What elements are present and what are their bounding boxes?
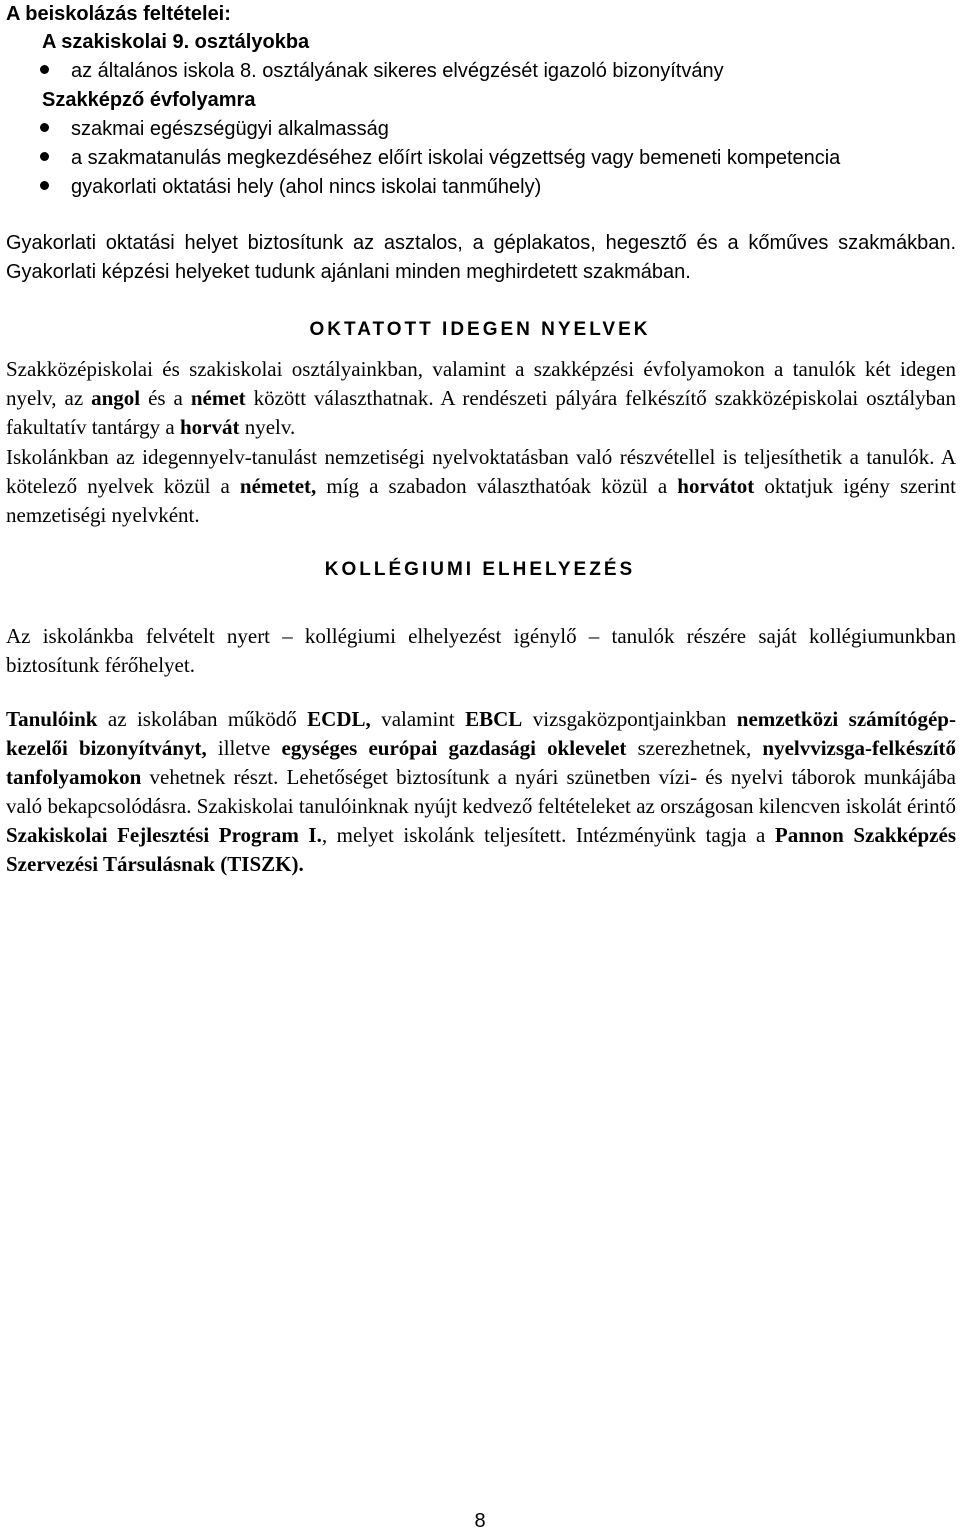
bullet-icon bbox=[40, 152, 49, 161]
bullet-icon bbox=[40, 65, 49, 74]
languages-heading: OKTATOTT IDEGEN NYELVEK bbox=[309, 319, 651, 340]
practical-training-paragraph: Gyakorlati oktatási helyet biztosítunk az asztalos, a géplakatos, hegesztő és a kőműves szakmákban. Gyakorlati képzési helyeket tudunk ajánlani minden meghirdetett szakmában. bbox=[6, 232, 956, 283]
vocational-training-heading: Szakképző évfolyamra bbox=[42, 89, 256, 111]
list-item: szakmai egészségügyi alkalmasság bbox=[40, 115, 389, 143]
list-item: az általános iskola 8. osztályának sikeres elvégzését igazoló bizonyítvány bbox=[40, 57, 724, 85]
admission-title: A beiskolázás feltételei: bbox=[6, 3, 231, 25]
bullet-icon bbox=[40, 181, 49, 190]
dormitory-heading: KOLLÉGIUMI ELHELYEZÉS bbox=[324, 559, 636, 580]
bullet-icon bbox=[40, 123, 49, 132]
list-item: a szakmatanulás megkezdéséhez előírt iskolai végzettség vagy bemeneti kompetencia bbox=[40, 144, 840, 172]
dormitory-paragraph: Az iskolánkba felvételt nyert – kollégiumi elhelyezést igénylő – tanulók részére saját kollégiumunkban biztosítunk férőhelyet. bbox=[6, 624, 956, 677]
grade9-heading: A szakiskolai 9. osztályokba bbox=[42, 31, 310, 53]
page-number: 8 bbox=[474, 1510, 486, 1532]
list-item: gyakorlati oktatási hely (ahol nincs iskolai tanműhely) bbox=[40, 173, 541, 201]
certificates-paragraph: Tanulóink az iskolában működő ECDL, valamint EBCL vizsgaközpontjainkban nemzetközi számítógép-kezelői bizonyítványt, illetve egységes európai gazdasági oklevelet szerezhetnek, nyelvvizsga-felkészítő tanfolyamokon vehetnek részt. Lehetőséget biztosítunk a nyári szünetben vízi- és nyelvi táborok munkájába való bekapcsolódásra. Szakiskolai tanulóinknak nyújt kedvező feltételeket az országosan kilencven iskolát érintő Szakiskolai Fejlesztési Program I., melyet iskolánk teljesített. Intézményünk tagja a Pannon Szakképzés Szervezési Társulásnak (TISZK). bbox=[6, 707, 957, 876]
languages-paragraph-2: Iskolánkban az idegennyelv-tanulást nemzetiségi nyelvoktatásban való részvétellel is teljesíthetik a tanulók. A kötelező nyelvek közül a németet, míg a szabadon választhatóak közül a horvátot oktatjuk igény szerint nemzetiségi nyelvként. bbox=[6, 445, 956, 527]
languages-paragraph-1: Szakközépiskolai és szakiskolai osztályainkban, valamint a szakképzési évfolyamokon a tanulók két idegen nyelv, az angol és a német között választhatnak. A rendészeti pályára felkészítő szakközépiskolai osztályban fakultatív tantárgy a horvát nyelv. bbox=[6, 357, 956, 439]
